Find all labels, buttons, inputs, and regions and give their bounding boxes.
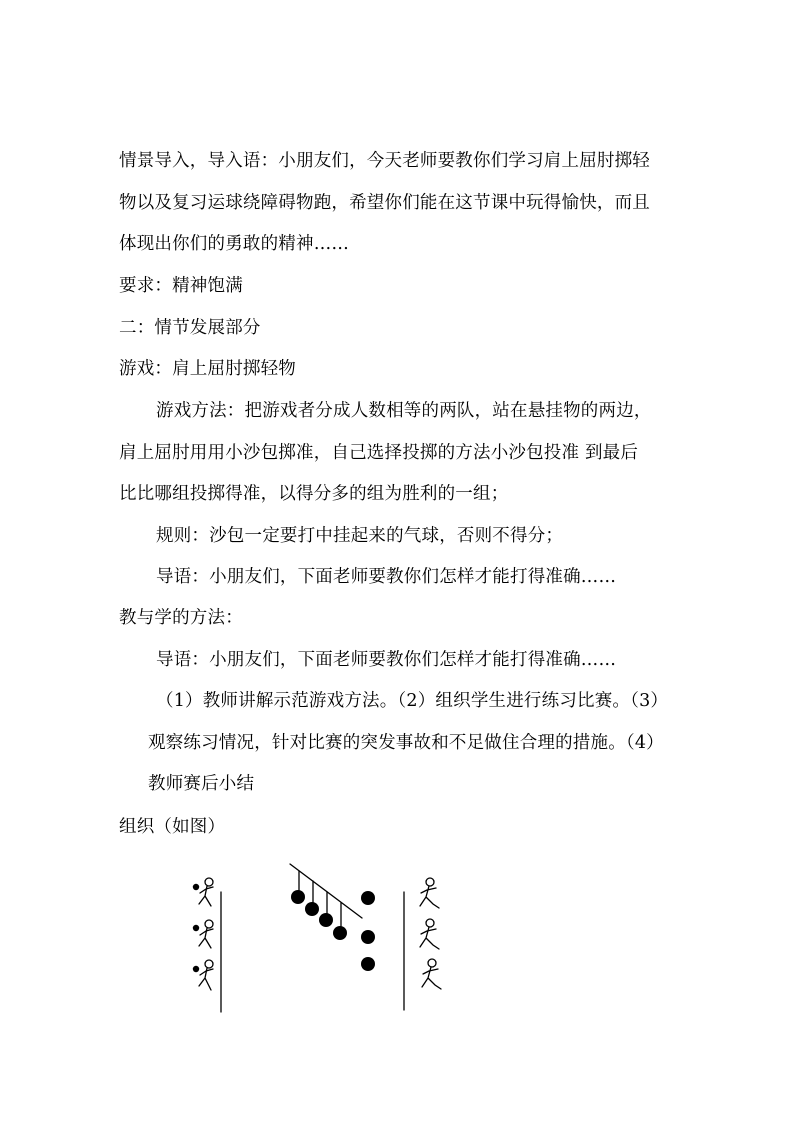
balloon-right-3 <box>361 957 375 971</box>
stick-figure-left-2 <box>199 920 213 948</box>
section-2-title: 二：情节发展部分 <box>119 318 261 338</box>
organization-title: 组织（如图） <box>119 817 226 837</box>
left-team <box>199 878 213 990</box>
balloon-right-2 <box>361 930 375 944</box>
requirement: 要求：精神饱满 <box>119 276 243 296</box>
organization-diagram <box>180 860 480 1020</box>
balloon-right-1 <box>361 891 375 905</box>
method-line-2: 肩上屈肘用用小沙包掷准，自己选择投掷的方法小沙包投准 到最后 <box>119 443 639 463</box>
sandbag-3 <box>193 966 199 972</box>
hanging-balloon-2 <box>305 902 319 916</box>
guide-text-1: 导语：小朋友们，下面老师要教你们怎样才能打得准确…… <box>156 567 617 587</box>
method-line-3: 比比哪组投掷得准，以得分多的组为胜利的一组； <box>119 484 509 504</box>
steps-line-2: 观察练习情况，针对比赛的突发事故和不足做住合理的措施。（4） <box>148 733 664 753</box>
stick-figure-left-3 <box>199 960 213 990</box>
steps-line-1: （1）教师讲解示范游戏方法。（2）组织学生进行练习比赛。（3） <box>156 691 669 711</box>
steps-line-3: 教师赛后小结 <box>148 774 255 794</box>
stick-figure-left-1 <box>199 878 213 906</box>
game-title: 游戏：肩上屈肘掷轻物 <box>119 359 296 379</box>
hanging-balloon-3 <box>319 913 333 927</box>
hanging-balloon-4 <box>333 926 347 940</box>
stick-figure-right-3 <box>422 959 441 989</box>
intro-line-2: 物以及复习运球绕障碍物跑，希望你们能在这节课中玩得愉快，而且 <box>119 193 650 213</box>
method-line-1: 游戏方法：把游戏者分成人数相等的两队，站在悬挂物的两边， <box>156 401 652 421</box>
intro-line-1: 情景导入，导入语：小朋友们，今天老师要教你们学习肩上屈肘掷轻 <box>119 151 650 171</box>
hanging-balloon-1 <box>291 890 305 904</box>
intro-line-3: 体现出你们的勇敢的精神…… <box>119 234 350 254</box>
teach-method-title: 教与学的方法： <box>119 608 243 628</box>
rule-text: 规则：沙包一定要打中挂起来的气球，否则不得分； <box>156 526 564 546</box>
guide-text-2: 导语：小朋友们，下面老师要教你们怎样才能打得准确…… <box>156 650 617 670</box>
stick-figure-right-2 <box>420 919 439 949</box>
sandbag-1 <box>193 884 199 890</box>
stick-figure-right-1 <box>420 878 439 908</box>
sandbag-2 <box>193 925 199 931</box>
right-team <box>420 878 441 989</box>
